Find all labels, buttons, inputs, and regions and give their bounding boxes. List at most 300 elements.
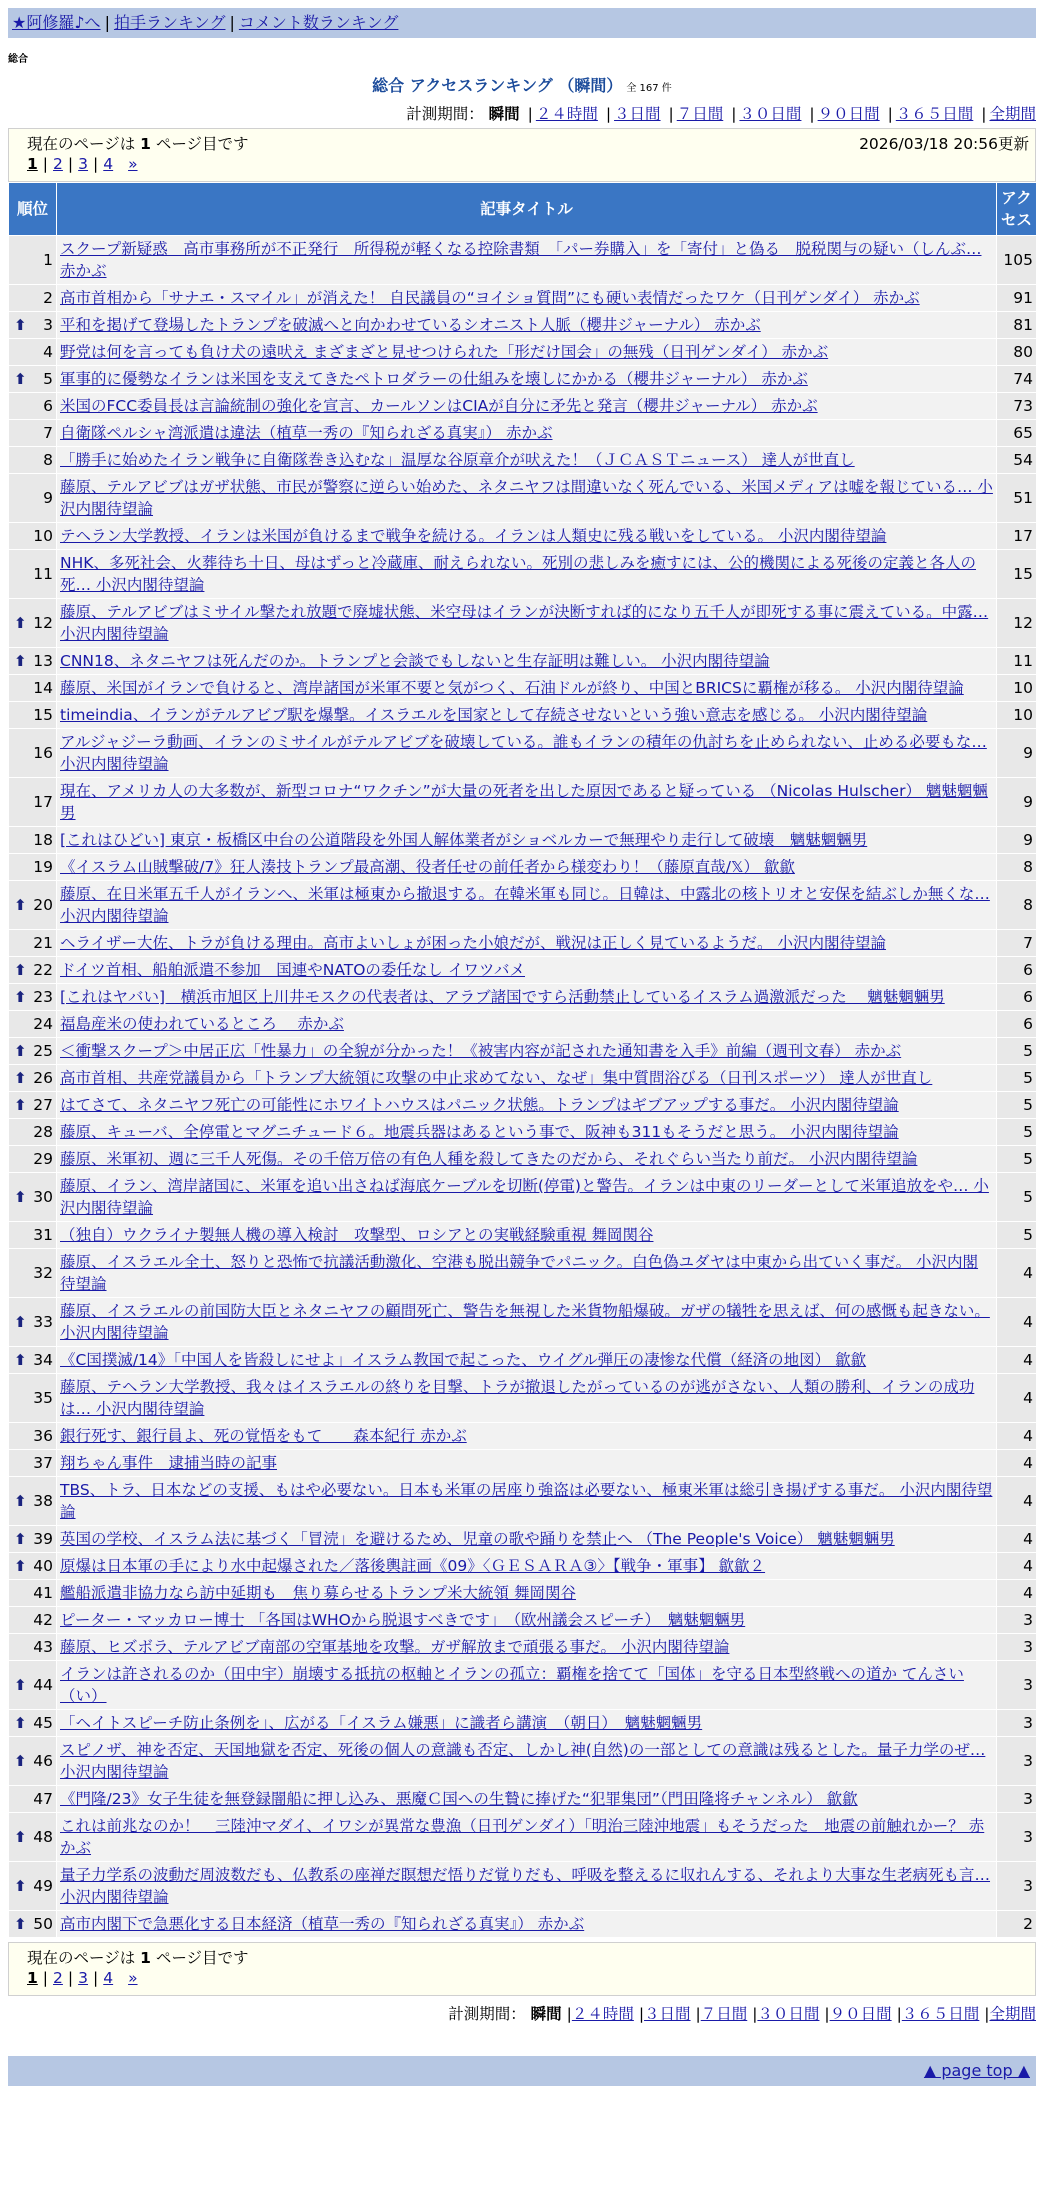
title-cell	[57, 1092, 997, 1119]
table-row	[9, 285, 1037, 312]
access-count: 54	[997, 447, 1037, 474]
rank-cell	[9, 523, 57, 550]
rank-number: 30	[33, 1188, 53, 1206]
table-row	[9, 1786, 1037, 1813]
access-count: 4	[997, 1423, 1037, 1450]
period-selector: 計測期間： 瞬間 | ２４時間 | ３日間 | ７日間 | ３０日間 | ９０日間 | ３６５日間 | 全期間	[406, 105, 1036, 123]
table-row	[9, 675, 1037, 702]
table-row	[9, 1298, 1037, 1347]
access-count: 4	[997, 1249, 1037, 1298]
access-count: 6	[997, 984, 1037, 1011]
rank-cell	[9, 1862, 57, 1911]
header-rank: 順位	[9, 183, 57, 236]
access-count: 4	[997, 1580, 1037, 1607]
rank-cell	[9, 930, 57, 957]
rank-cell	[9, 827, 57, 854]
rank-number: 24	[33, 1015, 53, 1033]
article-title-link[interactable]: 自衛隊ペルシャ湾派遣は違法（植草一秀の『知られざる真実』） 赤かぶ	[60, 424, 553, 442]
page-info: 現在のページは 1 ページ目です	[27, 1949, 249, 1967]
title-cell	[57, 420, 997, 447]
rank-cell	[9, 957, 57, 984]
pager-current: 1	[27, 1969, 38, 1987]
rank-number: 41	[33, 1584, 53, 1602]
title-cell	[57, 984, 997, 1011]
rank-cell	[9, 1634, 57, 1661]
home-link[interactable]: ★阿修羅♪へ	[12, 13, 101, 32]
rank-up-arrow-icon: ⬆	[14, 1915, 27, 1933]
table-row	[9, 881, 1037, 930]
title-cell	[57, 1710, 997, 1737]
title-cell	[57, 1119, 997, 1146]
article-title-link[interactable]: 量子力学系の波動だ周波数だも、仏教系の座禅だ瞑想だ悟りだ覚りだも、呼吸を整えるに収れんする、それより大事な生老病死も言… 小沢内閣待望論	[60, 1866, 991, 1906]
access-count: 4	[997, 1526, 1037, 1553]
table-row	[9, 474, 1037, 523]
table-row	[9, 827, 1037, 854]
access-count: 5	[997, 1222, 1037, 1249]
article-title-link[interactable]: 艦船派遣非協力なら訪中延期も 焦り募らせるトランプ米大統領 舞岡関谷	[60, 1584, 576, 1602]
article-title-link[interactable]: 藤原、テルアビブはミサイル撃たれ放題で廃墟状態、米空母はイランが決断すれば的になり五千人が即死する事に震えている。中露… 小沢内閣待望論	[60, 603, 989, 643]
nav-separator: |	[104, 13, 110, 32]
table-row	[9, 312, 1037, 339]
article-title-link[interactable]: イランは許されるのか（田中宇）崩壊する抵抗の枢軸とイランの孤立：覇権を捨てて「国体」を守る日本型終戦への道か てんさい（い）	[60, 1665, 964, 1705]
rank-cell	[9, 550, 57, 599]
article-title-link[interactable]: 米国のFCC委員長は言論統制の強化を宣言、カールソンはCIAが自分に矛先と発言（櫻井ジャーナル） 赤かぶ	[60, 397, 818, 415]
rank-cell	[9, 339, 57, 366]
rank-cell	[9, 1119, 57, 1146]
rank-cell	[9, 1374, 57, 1423]
table-row	[9, 1119, 1037, 1146]
article-title-link[interactable]: 藤原、イスラエルの前国防大臣とネタニヤフの顧問死亡、警告を無視した米貨物船爆破。ガザの犠牲を思えば、何の感慨も起きない。 小沢内閣待望論	[60, 1302, 990, 1342]
table-row	[9, 1553, 1037, 1580]
table-row	[9, 420, 1037, 447]
table-row	[9, 1038, 1037, 1065]
access-count: 80	[997, 339, 1037, 366]
article-title-link[interactable]: [これはヤバい] 横浜市旭区上川井モスクの代表者は、アラブ諸国ですら活動禁止しているイスラム過激派だった 魑魅魍魎男	[60, 988, 945, 1006]
article-title-link[interactable]: 原爆は日本軍の手により水中起爆された／落後輿註画《09》〈ＧＥＳＡＲＡ③〉【戦争・軍事】 歙歙２	[60, 1557, 766, 1575]
rank-number: 11	[33, 565, 53, 583]
access-count: 6	[997, 1011, 1037, 1038]
access-count: 91	[997, 285, 1037, 312]
article-title-link[interactable]: 藤原、キューバ、全停電とマグニチュード６。地震兵器はあるという事で、阪神も311もそうだと思う。 小沢内閣待望論	[60, 1123, 899, 1141]
comment-ranking-link[interactable]: コメント数ランキング	[238, 13, 399, 32]
rank-number: 46	[33, 1752, 53, 1770]
title-cell	[57, 702, 997, 729]
title-cell	[57, 1477, 997, 1526]
article-title-link[interactable]: 藤原、イスラエル全土、怒りと恐怖で抗議活動激化、空港も脱出競争でパニック。白色偽ユダヤは中東から出ていく事だ。 小沢内閣待望論	[60, 1253, 979, 1293]
table-row	[9, 702, 1037, 729]
table-row	[9, 1347, 1037, 1374]
access-count: 74	[997, 366, 1037, 393]
article-title-link[interactable]: スピノザ、神を否定、天国地獄を否定、死後の個人の意識も否定、しかし神(自然)の一部としての意識は残るとした。量子力学のぜ… 小沢内閣待望論	[60, 1741, 986, 1781]
rank-cell	[9, 984, 57, 1011]
rank-up-arrow-icon: ⬆	[14, 1042, 27, 1060]
article-title-link[interactable]: 平和を掲げて登場したトランプを破滅へと向かわせているシオニスト人脈（櫻井ジャーナル） 赤かぶ	[60, 316, 761, 334]
article-title-link[interactable]: 「勝手に始めたイラン戦争に自衛隊巻き込むな」温厚な谷原章介が吠えた！（ＪＣＡＳＴニュース） 達人が世直し	[60, 451, 855, 469]
period-link-365d[interactable]: ３６５日間	[901, 2005, 980, 2023]
access-count: 4	[997, 1450, 1037, 1477]
article-title-link[interactable]: 野党は何を言っても負け犬の遠吠え まざまざと見せつけられた「形だけ国会」の無残（日刊ゲンダイ） 赤かぶ	[60, 343, 829, 361]
rank-number: 2	[43, 289, 53, 307]
table-row	[9, 1450, 1037, 1477]
rank-cell	[9, 1249, 57, 1298]
rank-number: 28	[33, 1123, 53, 1141]
rank-cell	[9, 420, 57, 447]
rank-cell	[9, 1911, 57, 1938]
access-count: 9	[997, 778, 1037, 827]
rank-cell	[9, 1298, 57, 1347]
title-cell	[57, 236, 997, 285]
article-title-link[interactable]: 《C国撲滅/14》「中国人を皆殺しにせよ」イスラム教国で起こった、ウイグル弾圧の凄惨な代償（経済の地図） 歙歙	[60, 1351, 867, 1369]
rank-cell	[9, 236, 57, 285]
article-title-link[interactable]: スクープ新疑惑 高市事務所が不正発行 所得税が軽くなる控除書類 「パー券購入」を「寄付」と偽る 脱税関与の疑い（しんぶ… 赤かぶ	[60, 240, 982, 280]
pager-link-2[interactable]: 2	[53, 1969, 63, 1987]
rank-number: 36	[33, 1427, 53, 1445]
article-title-link[interactable]: 藤原、米軍初、週に三千人死傷。その千倍万倍の有色人種を殺してきたのだから、それぐらい当たり前だ。 小沢内閣待望論	[60, 1150, 918, 1168]
rank-up-arrow-icon: ⬆	[14, 1069, 27, 1087]
article-title-link[interactable]: [これはひどい] 東京・板橋区中台の公道階段を外国人解体業者がショベルカーで無理やり走行して破壊 魑魅魍魎男	[60, 831, 868, 849]
access-count: 4	[997, 1477, 1037, 1526]
access-count: 8	[997, 881, 1037, 930]
title-cell	[57, 1038, 997, 1065]
access-count: 73	[997, 393, 1037, 420]
title-cell	[57, 1553, 997, 1580]
article-title-link[interactable]: 高市首相から「サナエ・スマイル」が消えた！ 自民議員の“ヨイショ質問”にも硬い表情だったワケ（日刊ゲンダイ） 赤かぶ	[60, 289, 920, 307]
article-title-link[interactable]: ドイツ首相、船舶派遣不参加 国連やNATOの委任なし イワツバメ	[60, 961, 526, 979]
table-row	[9, 957, 1037, 984]
rank-number: 35	[33, 1389, 53, 1407]
rank-cell	[9, 1347, 57, 1374]
rank-cell	[9, 854, 57, 881]
pager-link-4[interactable]: 4	[103, 1969, 114, 1987]
access-count: 3	[997, 1661, 1037, 1710]
article-title-link[interactable]: NHK、多死社会、火葬待ち十日、母はずっと冷蔵庫、耐えられない。死別の悲しみを癒すには、公的機関による死後の定義と各人の死… 小沢内閣待望論	[60, 554, 976, 594]
page-title-wrap	[0, 73, 1044, 96]
article-title-link[interactable]: はてさて、ネタニヤフ死亡の可能性にホワイトハウスはパニック状態。トランプはギブアップする事だ。 小沢内閣待望論	[60, 1096, 899, 1114]
title-cell	[57, 1450, 997, 1477]
table-row	[9, 447, 1037, 474]
table-row	[9, 1813, 1037, 1862]
period-link-30d[interactable]: ３０日間	[757, 2005, 820, 2023]
applause-ranking-link[interactable]: 拍手ランキング	[113, 13, 226, 32]
rank-cell	[9, 285, 57, 312]
rank-number: 4	[43, 343, 53, 361]
article-title-link[interactable]: 《門隆/23》女子生徒を無登録闇船に押し込み、悪魔Ｃ国への生贄に捧げた“犯罪集団”（門田隆将チャンネル） 歙歙	[60, 1790, 858, 1808]
table-row	[9, 523, 1037, 550]
article-title-link[interactable]: 英国の学校、イスラム法に基づく「冒涜」を避けるため、児童の歌や踊りを禁止へ （The People's Voice） 魑魅魍魎男	[60, 1530, 895, 1548]
table-row	[9, 1477, 1037, 1526]
table-row	[9, 930, 1037, 957]
table-row	[9, 1065, 1037, 1092]
title-cell	[57, 881, 997, 930]
access-count: 5	[997, 1173, 1037, 1222]
title-cell	[57, 474, 997, 523]
rank-cell	[9, 675, 57, 702]
rank-cell	[9, 778, 57, 827]
table-row	[9, 1634, 1037, 1661]
rank-number: 3	[43, 316, 53, 334]
rank-number: 14	[33, 679, 53, 697]
rank-cell	[9, 1661, 57, 1710]
access-count: 3	[997, 1607, 1037, 1634]
table-row	[9, 1092, 1037, 1119]
rank-up-arrow-icon: ⬆	[14, 1676, 27, 1694]
access-count: 65	[997, 420, 1037, 447]
article-title-link[interactable]: アルジャジーラ動画、イランのミサイルがテルアビブを破壊している。誰もイランの積年の仇討ちを止められない、止める必要もな… 小沢内閣待望論	[60, 733, 987, 773]
rank-up-arrow-icon: ⬆	[14, 1557, 27, 1575]
title-cell	[57, 675, 997, 702]
title-cell	[57, 523, 997, 550]
title-cell	[57, 930, 997, 957]
access-count: 15	[997, 550, 1037, 599]
article-title-link[interactable]: （独自）ウクライナ製無人機の導入検討 攻撃型、ロシアとの実戦経験重視 舞岡関谷	[60, 1226, 654, 1244]
page-title: 総合 アクセスランキング （瞬間）	[372, 76, 623, 95]
rank-up-arrow-icon: ⬆	[14, 961, 27, 979]
article-title-link[interactable]: 現在、アメリカ人の大多数が、新型コロナ“ワクチン”が大量の死者を出した原因であると疑っている （Nicolas Hulscher） 魑魅魍魎男	[60, 782, 988, 822]
title-cell	[57, 827, 997, 854]
rank-number: 45	[33, 1714, 53, 1732]
pager-next[interactable]: »	[128, 1969, 138, 1987]
rank-number: 50	[33, 1915, 53, 1933]
article-title-link[interactable]: ヘライザー大佐、トラが負ける理由。高市よいしょが困った小娘だが、戦況は正しく見ているようだ。 小沢内閣待望論	[60, 934, 886, 952]
rank-number: 26	[33, 1069, 53, 1087]
pager-link-4[interactable]: 4	[103, 155, 114, 173]
period-link-90d[interactable]: ９０日間	[829, 2005, 892, 2023]
rank-cell	[9, 1092, 57, 1119]
rank-number: 22	[33, 961, 53, 979]
article-title-link[interactable]: 藤原、テルアビブはガザ状態、市民が警察に逆らい始めた、ネタニヤフは間違いなく死んでいる、米国メディアは嘘を報じている… 小沢内閣待望論	[60, 478, 993, 518]
rank-cell	[9, 702, 57, 729]
page-info-box-top	[8, 128, 1036, 182]
title-cell	[57, 1065, 997, 1092]
rank-cell	[9, 1146, 57, 1173]
article-title-link[interactable]: 「ヘイトスピーチ防止条例を」、広がる「イスラム嫌悪」に識者ら講演 （朝日） 魑魅魍魎男	[60, 1714, 703, 1732]
table-row	[9, 339, 1037, 366]
rank-number: 44	[33, 1676, 53, 1694]
period-link-30d[interactable]: ３０日間	[739, 105, 802, 123]
rank-cell	[9, 312, 57, 339]
period-link-90d[interactable]: ９０日間	[817, 105, 880, 123]
rank-number: 1	[43, 251, 53, 269]
period-link-24h[interactable]: ２４時間	[571, 2005, 634, 2023]
title-cell	[57, 648, 997, 675]
rank-number: 12	[33, 614, 53, 632]
rank-number: 34	[33, 1351, 53, 1369]
title-cell	[57, 1580, 997, 1607]
rank-cell	[9, 1710, 57, 1737]
period-link-7d[interactable]: ７日間	[700, 2005, 748, 2023]
rank-number: 17	[33, 793, 53, 811]
rank-number: 9	[43, 489, 53, 507]
total-count: 全 167 件	[626, 83, 672, 94]
rank-number: 21	[33, 934, 53, 952]
ranking-table	[8, 182, 1037, 1938]
article-title-link[interactable]: 軍事的に優勢なイランは米国を支えてきたペトロダラーの仕組みを壊しにかかる（櫻井ジャーナル） 赤かぶ	[60, 370, 808, 388]
title-cell	[57, 312, 997, 339]
title-cell	[57, 1298, 997, 1347]
rank-up-arrow-icon: ⬆	[14, 1877, 27, 1895]
table-row	[9, 984, 1037, 1011]
rank-up-arrow-icon: ⬆	[14, 896, 27, 914]
access-count: 12	[997, 599, 1037, 648]
period-link-all[interactable]: 全期間	[989, 105, 1036, 123]
access-count: 7	[997, 930, 1037, 957]
rank-number: 43	[33, 1638, 53, 1656]
rank-cell	[9, 1423, 57, 1450]
table-row	[9, 393, 1037, 420]
rank-cell	[9, 1477, 57, 1526]
rank-number: 18	[33, 831, 53, 849]
pager-link-3[interactable]: 3	[78, 1969, 89, 1987]
table-row	[9, 550, 1037, 599]
rank-cell	[9, 599, 57, 648]
access-count: 3	[997, 1737, 1037, 1786]
rank-up-arrow-icon: ⬆	[14, 652, 27, 670]
period-link-3d[interactable]: ３日間	[644, 2005, 691, 2023]
period-link-7d[interactable]: ７日間	[676, 105, 724, 123]
rank-number: 40	[33, 1557, 53, 1575]
rank-cell	[9, 1038, 57, 1065]
period-current: 瞬間	[488, 105, 520, 123]
access-count: 3	[997, 1710, 1037, 1737]
rank-cell	[9, 1607, 57, 1634]
rank-cell	[9, 1813, 57, 1862]
access-count: 5	[997, 1038, 1037, 1065]
rank-number: 23	[33, 988, 53, 1006]
rank-cell	[9, 1737, 57, 1786]
article-title-link[interactable]: 藤原、米国がイランで負けると、湾岸諸国が米軍不要と気がつく、石油ドルが終り、中国とBRICSに覇権が移る。 小沢内閣待望論	[60, 679, 964, 697]
rank-number: 37	[33, 1454, 53, 1472]
access-count: 5	[997, 1092, 1037, 1119]
access-count: 4	[997, 1347, 1037, 1374]
rank-number: 20	[33, 896, 53, 914]
table-row	[9, 1661, 1037, 1710]
period-link-all[interactable]: 全期間	[989, 2005, 1036, 2023]
rank-cell	[9, 393, 57, 420]
rank-number: 27	[33, 1096, 53, 1114]
rank-cell	[9, 1580, 57, 1607]
rank-up-arrow-icon: ⬆	[14, 1828, 27, 1846]
rank-number: 42	[33, 1611, 53, 1629]
access-count: 17	[997, 523, 1037, 550]
rank-up-arrow-icon: ⬆	[14, 370, 27, 388]
title-cell	[57, 729, 997, 778]
rank-up-arrow-icon: ⬆	[14, 614, 27, 632]
table-row	[9, 1580, 1037, 1607]
access-count: 10	[997, 702, 1037, 729]
period-link-24h[interactable]: ２４時間	[535, 105, 598, 123]
table-row	[9, 1222, 1037, 1249]
title-cell	[57, 778, 997, 827]
article-title-link[interactable]: テヘラン大学教授、イランは米国が負けるまで戦争を続ける。イランは人類史に残る戦いをしている。 小沢内閣待望論	[60, 527, 887, 545]
rank-up-arrow-icon: ⬆	[14, 1492, 27, 1510]
article-title-link[interactable]: timeindia、イランがテルアビブ駅を爆撃。イスラエルを国家として存続させないという強い意志を感じる。 小沢内閣待望論	[60, 706, 928, 724]
pager-current: 1	[27, 155, 38, 173]
pager: 1 | 2 | 3 | 4 »	[27, 155, 138, 173]
article-title-link[interactable]: 藤原、テヘラン大学教授、我々はイスラエルの終りを目撃、トラが撤退したがっているのが逃がさない、人類の勝利、イランの成功は… 小沢内閣待望論	[60, 1378, 975, 1418]
period-link-365d[interactable]: ３６５日間	[895, 105, 974, 123]
table-header-row	[9, 183, 1037, 236]
title-cell	[57, 1661, 997, 1710]
page-top-link[interactable]: ▲ page top ▲	[923, 2061, 1030, 2080]
table-row	[9, 236, 1037, 285]
article-title-link[interactable]: 高市首相、共産党議員から「トランプ大統領に攻撃の中止求めてない、なぜ」集中質問浴びる（日刊スポーツ） 達人が世直し	[60, 1069, 933, 1087]
period-selector-bottom: 計測期間： 瞬間 |２４時間 |３日間 |７日間 |３０日間 |９０日間 |３６５日間 |全期間	[448, 2005, 1036, 2023]
pager-link-2[interactable]: 2	[53, 155, 63, 173]
rank-cell	[9, 366, 57, 393]
article-title-link[interactable]: 藤原、在日米軍五千人がイランへ、米軍は極東から撤退する。在韓米軍も同じ。日韓は、中露北の核トリオと安保を結ぶしか無くな… 小沢内閣待望論	[60, 885, 990, 925]
pager: 1 | 2 | 3 | 4 »	[27, 1969, 138, 1987]
access-count: 5	[997, 1065, 1037, 1092]
title-cell	[57, 957, 997, 984]
rank-number: 48	[33, 1828, 53, 1846]
rank-up-arrow-icon: ⬆	[14, 1351, 27, 1369]
title-cell	[57, 285, 997, 312]
article-title-link[interactable]: これは前兆なのか！ 三陸沖マダイ、イワシが異常な豊漁（日刊ゲンダイ）「明治三陸沖地震」もそうだった 地震の前触れかー？ 赤かぶ	[60, 1817, 985, 1857]
access-count: 4	[997, 1298, 1037, 1347]
article-title-link[interactable]: ピーター・マッカロー博士 「各国はWHOから脱退すべきです」 （欧州議会スピーチ） 魑魅魍魎男	[60, 1611, 746, 1629]
title-cell	[57, 1737, 997, 1786]
access-count: 5	[997, 1146, 1037, 1173]
table-row	[9, 599, 1037, 648]
rank-cell	[9, 729, 57, 778]
title-cell	[57, 1786, 997, 1813]
rank-up-arrow-icon: ⬆	[14, 1752, 27, 1770]
updated-timestamp: 2026/03/18 20:56更新	[859, 135, 1029, 153]
rank-cell	[9, 1450, 57, 1477]
article-title-link[interactable]: 福島産米の使われているところ 赤かぶ	[60, 1015, 344, 1033]
rank-cell	[9, 447, 57, 474]
article-title-link[interactable]: 翔ちゃん事件 逮捕当時の記事	[60, 1454, 278, 1472]
ranking-table-body	[9, 236, 1037, 1938]
access-count: 81	[997, 312, 1037, 339]
pager-link-3[interactable]: 3	[78, 155, 89, 173]
rank-number: 33	[33, 1313, 53, 1331]
rank-cell	[9, 648, 57, 675]
title-cell	[57, 1374, 997, 1423]
rank-number: 8	[43, 451, 53, 469]
article-title-link[interactable]: ＜衝撃スクープ＞中居正広「性暴力」の全貌が分かった！《被害内容が記された通知書を入手》前編（週刊文春） 赤かぶ	[60, 1042, 902, 1060]
period-link-3d[interactable]: ３日間	[614, 105, 661, 123]
article-title-link[interactable]: 《イスラム山賊擊破/7》狂人湊技トランプ最高潮、役者任せの前任者から様変わり！（藤原直哉/𝕏） 歙歙	[60, 858, 795, 876]
title-cell	[57, 1423, 997, 1450]
table-row	[9, 1249, 1037, 1298]
table-row	[9, 778, 1037, 827]
article-title-link[interactable]: 銀行死す、銀行員よ、死の覚悟をもて 森本紀行 赤かぶ	[60, 1427, 467, 1445]
article-title-link[interactable]: CNN18、ネタニヤフは死んだのか。トランプと会談でもしないと生存証明は難しい。 小沢内閣待望論	[60, 652, 770, 670]
pager-next[interactable]: »	[128, 155, 138, 173]
rank-cell	[9, 1553, 57, 1580]
table-row	[9, 1911, 1037, 1938]
title-cell	[57, 1173, 997, 1222]
article-title-link[interactable]: 藤原、ヒズボラ、テルアビブ南部の空軍基地を攻撃。ガザ解放まで頑張る事だ。 小沢内閣待望論	[60, 1638, 730, 1656]
title-cell	[57, 599, 997, 648]
article-title-link[interactable]: 藤原、イラン、湾岸諸国に、米軍を追い出さねば海底ケーブルを切断(停電)と警告。イランは中東のリーダーとして米軍追放をや… 小沢内閣待望論	[60, 1177, 989, 1217]
rank-up-arrow-icon: ⬆	[14, 1096, 27, 1114]
rank-number: 6	[43, 397, 53, 415]
rank-cell	[9, 1065, 57, 1092]
rank-number: 38	[33, 1492, 53, 1510]
header-title: 記事タイトル	[57, 183, 997, 236]
table-row	[9, 1710, 1037, 1737]
table-row	[9, 1526, 1037, 1553]
article-title-link[interactable]: 高市内閣下で急悪化する日本経済（植草一秀の『知られざる真実』） 赤かぶ	[60, 1915, 585, 1933]
rank-number: 31	[33, 1226, 53, 1244]
title-cell	[57, 1146, 997, 1173]
access-count: 3	[997, 1813, 1037, 1862]
rank-number: 7	[43, 424, 53, 442]
title-cell	[57, 854, 997, 881]
article-title-link[interactable]: TBS、トラ、日本などの支援、もはや必要ない。日本も米軍の居座り強盗は必要ない、極東米軍は総引き揚げする事だ。 小沢内閣待望論	[60, 1481, 993, 1521]
